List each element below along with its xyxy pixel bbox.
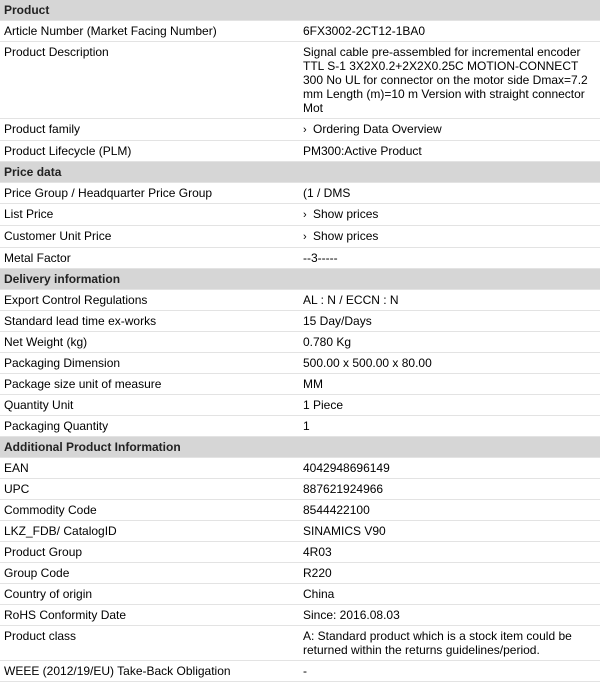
row-label: Net Weight (kg) xyxy=(0,332,300,353)
row-value: China xyxy=(300,584,600,605)
row-value-link xyxy=(300,204,600,226)
section-title: Price data xyxy=(0,162,600,183)
table-row xyxy=(0,661,600,682)
row-label: Product Group xyxy=(0,542,300,563)
row-label: Product Description xyxy=(0,42,300,119)
row-label: Packaging Quantity xyxy=(0,416,300,437)
row-label: Export Control Regulations xyxy=(0,290,300,311)
row-label: Quantity Unit xyxy=(0,395,300,416)
row-label: List Price xyxy=(0,204,300,226)
row-value: PM300:Active Product xyxy=(300,141,600,162)
table-row xyxy=(0,395,600,416)
table-row xyxy=(0,584,600,605)
row-label: Price Group / Headquarter Price Group xyxy=(0,183,300,204)
row-value: 500.00 x 500.00 x 80.00 xyxy=(300,353,600,374)
row-value: 6FX3002-2CT12-1BA0 xyxy=(300,21,600,42)
chevron-right-icon: › xyxy=(303,124,307,136)
table-row xyxy=(0,542,600,563)
row-value: AL : N / ECCN : N xyxy=(300,290,600,311)
row-value-link xyxy=(300,226,600,248)
table-row xyxy=(0,416,600,437)
row-value: Signal cable pre-assembled for incremental encoder TTL S-1 3X2X0.2+2X2X0.25C MOTION-CONNECT 300 No UL for connector on the motor side Dmax=7.2 mm Length (m)=10 m Version with straight connector Mot xyxy=(300,42,600,119)
ordering-data-overview-link[interactable]: Ordering Data Overview xyxy=(313,122,442,136)
row-label: Package size unit of measure xyxy=(0,374,300,395)
section-title: Product xyxy=(0,0,600,21)
row-value: SINAMICS V90 xyxy=(300,521,600,542)
table-row xyxy=(0,479,600,500)
table-row xyxy=(0,353,600,374)
row-value: 8544422100 xyxy=(300,500,600,521)
row-label: Article Number (Market Facing Number) xyxy=(0,21,300,42)
list-price-show-prices-link[interactable]: Show prices xyxy=(313,207,379,221)
table-row xyxy=(0,119,600,141)
chevron-right-icon: › xyxy=(303,231,307,243)
row-value-link xyxy=(300,119,600,141)
section-header-additional-product-information xyxy=(0,437,600,458)
row-value: - xyxy=(300,661,600,682)
row-label: Product class xyxy=(0,626,300,661)
row-value: 15 Day/Days xyxy=(300,311,600,332)
table-row xyxy=(0,311,600,332)
row-label: Metal Factor xyxy=(0,248,300,269)
customer-unit-price-show-prices-link[interactable]: Show prices xyxy=(313,229,379,243)
row-label: UPC xyxy=(0,479,300,500)
row-label: Country of origin xyxy=(0,584,300,605)
row-label: Standard lead time ex-works xyxy=(0,311,300,332)
row-label: Packaging Dimension xyxy=(0,353,300,374)
chevron-right-icon: › xyxy=(303,209,307,221)
table-row xyxy=(0,141,600,162)
row-value: A: Standard product which is a stock item could be returned within the returns guidelines/period. xyxy=(300,626,600,661)
table-row xyxy=(0,626,600,661)
row-label: Commodity Code xyxy=(0,500,300,521)
row-value: MM xyxy=(300,374,600,395)
row-label: RoHS Conformity Date xyxy=(0,605,300,626)
table-row xyxy=(0,332,600,353)
section-header-delivery-information xyxy=(0,269,600,290)
row-label: Group Code xyxy=(0,563,300,584)
table-row xyxy=(0,290,600,311)
row-label: LKZ_FDB/ CatalogID xyxy=(0,521,300,542)
table-row xyxy=(0,458,600,479)
row-value: R220 xyxy=(300,563,600,584)
table-row xyxy=(0,42,600,119)
table-row xyxy=(0,374,600,395)
row-value: 0.780 Kg xyxy=(300,332,600,353)
row-label: Product Lifecycle (PLM) xyxy=(0,141,300,162)
row-value: (1 / DMS xyxy=(300,183,600,204)
row-value: Since: 2016.08.03 xyxy=(300,605,600,626)
section-title: Delivery information xyxy=(0,269,600,290)
row-label: WEEE (2012/19/EU) Take-Back Obligation xyxy=(0,661,300,682)
section-header-product xyxy=(0,0,600,21)
table-row xyxy=(0,521,600,542)
table-row xyxy=(0,500,600,521)
table-row xyxy=(0,21,600,42)
row-value: 4R03 xyxy=(300,542,600,563)
row-value: 4042948696149 xyxy=(300,458,600,479)
table-row xyxy=(0,248,600,269)
row-label: Product family xyxy=(0,119,300,141)
table-row xyxy=(0,563,600,584)
row-value: 887621924966 xyxy=(300,479,600,500)
table-row xyxy=(0,183,600,204)
row-label: Customer Unit Price xyxy=(0,226,300,248)
row-value: --3----- xyxy=(300,248,600,269)
table-row xyxy=(0,226,600,248)
row-value: 1 Piece xyxy=(300,395,600,416)
row-label: EAN xyxy=(0,458,300,479)
table-row xyxy=(0,605,600,626)
table-row xyxy=(0,204,600,226)
row-value: 1 xyxy=(300,416,600,437)
section-title: Additional Product Information xyxy=(0,437,600,458)
section-header-price-data xyxy=(0,162,600,183)
